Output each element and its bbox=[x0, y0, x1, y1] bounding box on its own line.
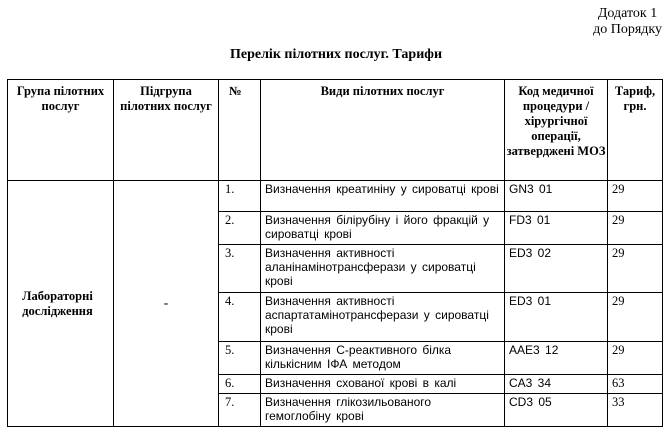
row-service: Визначення схованої крові в калі bbox=[261, 375, 505, 394]
table-row bbox=[8, 181, 663, 212]
row-tariff: 29 bbox=[608, 212, 663, 245]
row-number: 4. bbox=[219, 293, 261, 342]
header-kinds: Види пілотних послуг bbox=[261, 80, 505, 181]
header-number: № bbox=[219, 80, 261, 181]
row-code: FD3 01 bbox=[505, 212, 608, 245]
row-service: Визначення креатиніну у сироватці крові bbox=[261, 181, 505, 212]
annex-line-2: до Порядку bbox=[593, 22, 662, 37]
row-service: Визначення глікозильованого гемоглобіну крові bbox=[261, 394, 505, 427]
row-number: 3. bbox=[219, 245, 261, 293]
row-tariff: 33 bbox=[608, 394, 663, 427]
row-tariff: 63 bbox=[608, 375, 663, 394]
group-cell: Лабораторні дослідження bbox=[8, 181, 114, 427]
row-tariff: 29 bbox=[608, 181, 663, 212]
row-tariff: 29 bbox=[608, 293, 663, 342]
row-code: AAE3 12 bbox=[505, 342, 608, 375]
row-number: 5. bbox=[219, 342, 261, 375]
row-code: GN3 01 bbox=[505, 181, 608, 212]
header-code: Код медичної процедури / хірургічної операції, затверджені МОЗ bbox=[505, 80, 608, 181]
row-tariff: 29 bbox=[608, 245, 663, 293]
row-service: Визначення С-реактивного білка кількісним ІФА методом bbox=[261, 342, 505, 375]
row-service: Визначення активності аспартатамінотрансферази у сироватці крові bbox=[261, 293, 505, 342]
subgroup-cell: - bbox=[114, 181, 219, 427]
row-number: 2. bbox=[219, 212, 261, 245]
row-tariff: 29 bbox=[608, 342, 663, 375]
row-code: ED3 01 bbox=[505, 293, 608, 342]
row-code: CA3 34 bbox=[505, 375, 608, 394]
row-number: 1. bbox=[219, 181, 261, 212]
row-number: 7. bbox=[219, 394, 261, 427]
row-number: 6. bbox=[219, 375, 261, 394]
tariffs-table bbox=[7, 79, 663, 427]
row-code: ED3 02 bbox=[505, 245, 608, 293]
annex-reference bbox=[593, 6, 662, 38]
header-subgroup: Підгрупа пілотних послуг bbox=[114, 80, 219, 181]
header-group: Група пілотних послуг bbox=[8, 80, 114, 181]
table-header-row bbox=[8, 80, 663, 181]
annex-line-1: Додаток 1 bbox=[597, 6, 658, 21]
row-code: CD3 05 bbox=[505, 394, 608, 427]
row-service: Визначення активності аланінамінотрансферази у сироватці крові bbox=[261, 245, 505, 293]
document-title: Перелік пілотних послуг. Тарифи bbox=[229, 47, 443, 62]
row-service: Визначення білірубіну і його фракцій у сироватці крові bbox=[261, 212, 505, 245]
header-tariff: Тариф, грн. bbox=[608, 80, 663, 181]
